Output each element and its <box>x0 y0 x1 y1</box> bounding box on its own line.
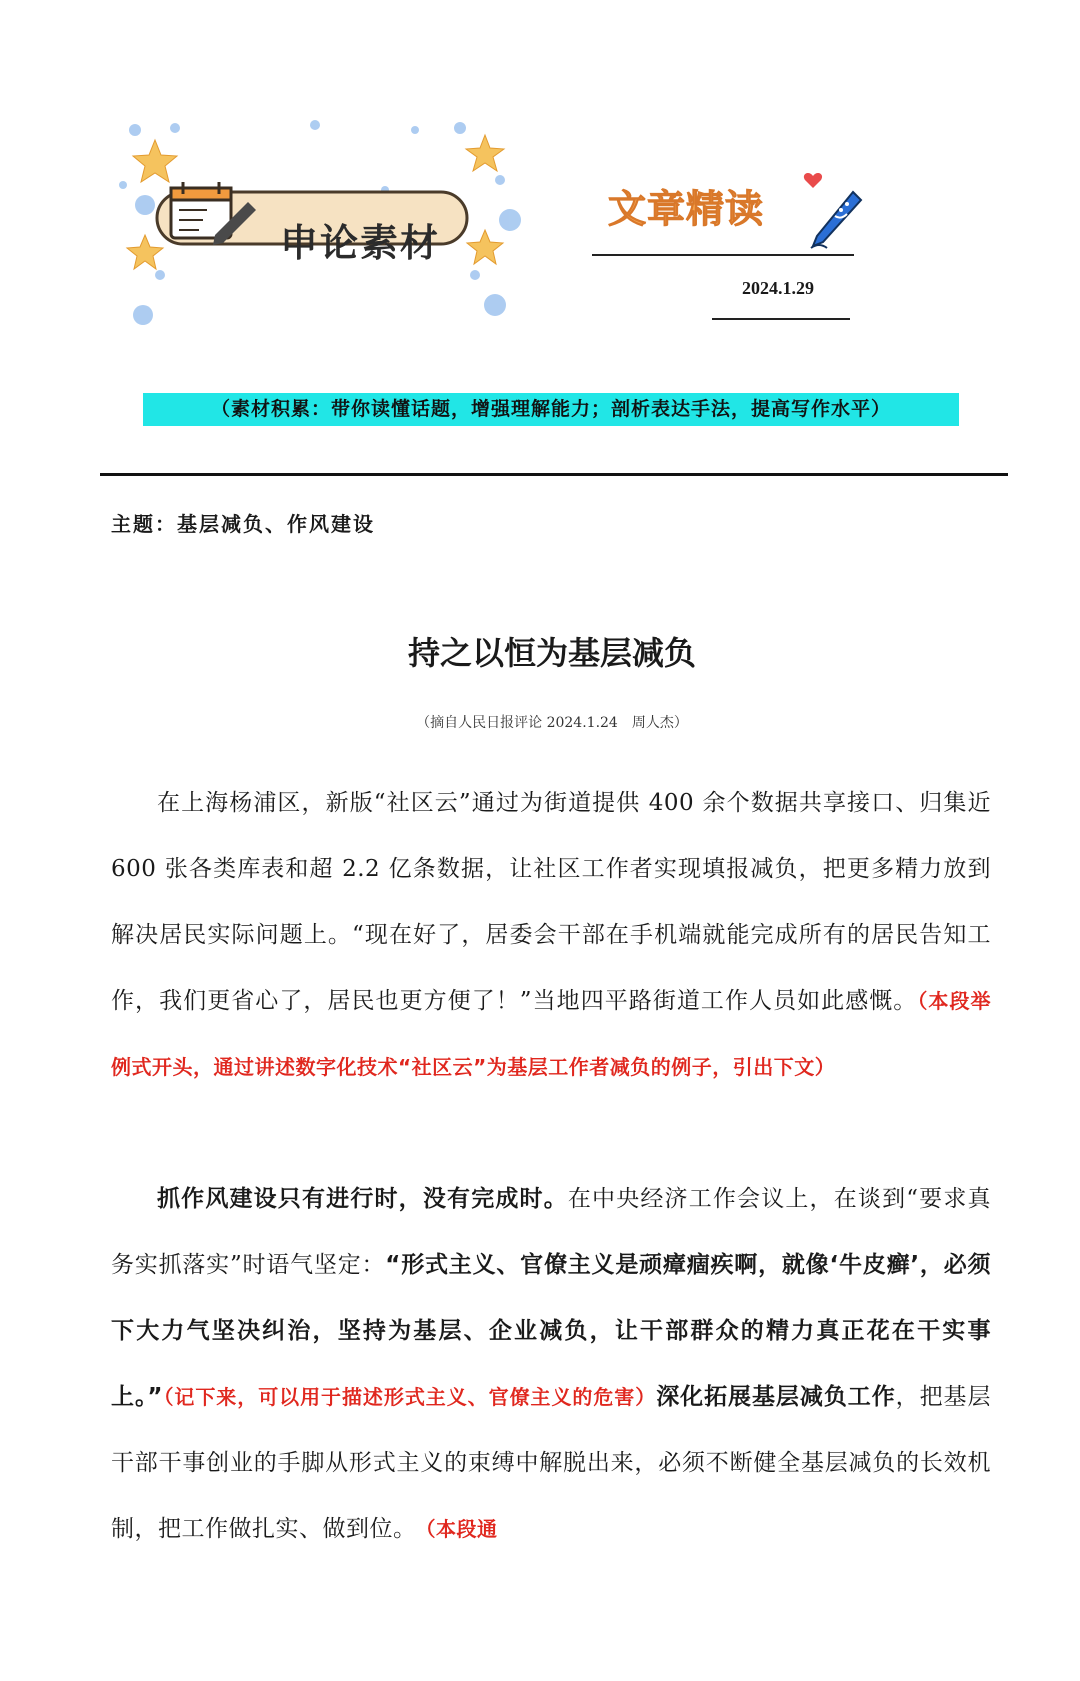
p2-annotation: （记下来，可以用于描述形式主义、官僚主义的危害） <box>163 1385 657 1409</box>
subtitle-text: （素材积累：带你读懂话题，增强理解能力；剖析表达手法，提高写作水平） <box>210 398 891 420</box>
header-rule-bottom <box>712 318 850 320</box>
article-source: （摘自人民日报评论 2024.1.24 周人杰） <box>416 715 688 731</box>
header-rule-top <box>592 254 854 256</box>
p2-annotation-2: （本段通 <box>405 1517 498 1541</box>
paragraph-1 <box>111 770 991 1100</box>
section-label: 文章精读 <box>608 187 765 231</box>
p2-bold-1: 抓作风建设只有进行时，没有完成时。 <box>157 1186 568 1212</box>
p1-text: 在上海杨浦区，新版“社区云”通过为街道提供 400 余个数据共享接口、归集近 600 张各类库表和超 2.2 亿条数据，让社区工作者实现填报减负，把更多精力放到解决居民实际问题上。“现在好了，居委会干部在手机端就能完成所有的居民告知工作，我们更省心了，居民也更方便了！”当地四平路街道工作人员如此感慨。 <box>111 790 991 1014</box>
divider <box>100 473 1008 476</box>
p2-quote: “形式主义、官僚主义是顽瘴痼疾啊，就像‘牛皮癣’，必须下大力气坚决纠治，坚持为基层、企业减负，让干部群众的精力真正花在干实事上。” <box>111 1252 991 1410</box>
p1-annotation: （本段举例式开头，通过讲述数字化技术“社区云”为基层工作者减负的例子，引出下文） <box>111 989 991 1079</box>
pen-heart-icon <box>795 170 865 250</box>
topic-line: 主题：基层减负、作风建设 <box>111 512 375 536</box>
p2-bold-3: 深化拓展基层减负工作 <box>656 1384 896 1410</box>
paragraph-2 <box>111 1166 991 1562</box>
p2-text-2: ，把基层干部干事创业的手脚从形式主义的束缚中解脱出来，必须不断健全基层减负的长效机制，把工作做扎实、做到位。 <box>111 1384 991 1542</box>
p2-text-1: 在中央经济工作会议上，在谈到“要求真务实抓落实”时语气坚定： <box>111 1186 992 1278</box>
article-title: 持之以恒为基层减负 <box>407 634 696 672</box>
publish-date: 2024.1.29 <box>742 278 814 298</box>
banner-title: 申论素材 <box>280 221 441 265</box>
subtitle-banner <box>143 393 959 426</box>
